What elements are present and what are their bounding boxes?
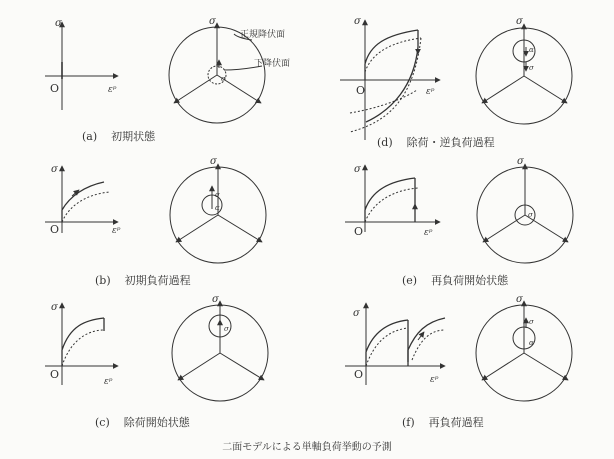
panel-f-backstress-symbol: α [529, 339, 534, 347]
panel-f-subloading-curve [366, 328, 408, 366]
panel-a-x-label: εᵖ [108, 85, 117, 95]
panel-d-x-label: εᵖ [426, 87, 435, 97]
panel-c-loading-curve [62, 318, 104, 366]
panel-d-caption-prefix: (d) [377, 136, 393, 149]
panel-b-stress-symbol: σ [215, 191, 220, 199]
panel-c-y-label: σ [51, 302, 58, 313]
panel-f-caption-text: 再負荷過程 [428, 416, 484, 429]
panel-d-caption [377, 134, 495, 150]
panel-c-origin-label: O [50, 368, 60, 381]
panel-a-axis1-label: σ [209, 16, 216, 27]
panel-f-origin-label: O [354, 368, 364, 381]
panel-a-caption [82, 128, 155, 144]
panel-b-caption [95, 272, 191, 288]
panel-f-y-label: σ [353, 308, 360, 319]
panel-c-axis1-label: σ [212, 294, 219, 305]
panel-e-subloading-curve [365, 188, 418, 222]
panel-f-stress-symbol: σ [529, 318, 534, 326]
panel-f-axis1-label: σ [516, 294, 523, 305]
panel-d-origin-label: O [356, 84, 366, 97]
panel-e-axis1-label: σ [517, 156, 524, 167]
panel-d-caption-text: 除荷・逆負荷過程 [406, 136, 495, 149]
panel-b-subloading-curve [62, 192, 110, 222]
panel-a-callout-subloading: 下降伏面 [254, 59, 291, 69]
panel-c-axis-3 [220, 353, 264, 380]
panel-a-y-label: σ [55, 18, 62, 29]
panel-c-axis-2 [178, 353, 220, 380]
panel-d-subloading-curve [365, 38, 421, 72]
panel-f-loading-curve [366, 320, 408, 366]
panel-c-x-label: εᵖ [104, 377, 113, 387]
panel-a-stress-symbol: σ [221, 75, 226, 83]
panel-f-yield-surface-diagram [476, 301, 572, 401]
panel-f-axis-2 [482, 353, 524, 380]
panel-b-axis-2 [176, 215, 218, 242]
panel-e-caption-prefix: (e) [402, 274, 418, 287]
panel-e-x-label: εᵖ [424, 228, 433, 238]
panel-e-origin-label: O [354, 225, 364, 238]
panel-f-x-label: εᵖ [430, 375, 439, 385]
panel-e-stress-strain-plot [345, 165, 440, 232]
panel-c-stress-symbol: σ [224, 325, 229, 333]
panel-c-subloading-curve [62, 330, 104, 366]
panel-d-axis-3 [524, 76, 567, 103]
panel-a-callout-normal: 正規降伏面 [240, 30, 286, 40]
panel-a-origin-label: O [50, 82, 60, 95]
panel-b-y-label: σ [51, 164, 58, 175]
panel-e-axis-3 [525, 215, 568, 242]
panel-e-caption [402, 272, 508, 288]
panel-b-axis1-label: σ [210, 156, 217, 167]
panel-b-caption-text: 初期負荷過程 [124, 274, 191, 287]
panel-e-axis-2 [483, 215, 525, 242]
panel-c-yield-surface-diagram [172, 301, 268, 401]
panel-f-caption-prefix: (f) [402, 416, 415, 429]
panel-a-stress-strain-plot [45, 22, 118, 110]
panel-d-backstress-symbol: α [529, 46, 534, 54]
panel-c-caption [95, 414, 190, 430]
panel-b-backstress-symbol: α [215, 204, 220, 212]
panel-d-stress-strain-plot [340, 20, 440, 140]
panel-a-axis-2 [174, 75, 217, 103]
panel-a-caption-prefix: (a) [82, 130, 98, 143]
panel-d-yield-surface-diagram [476, 24, 572, 124]
panel-b-caption-prefix: (b) [95, 274, 111, 287]
panel-b-origin-label: O [50, 223, 60, 236]
panel-c-caption-text: 除荷開始状態 [123, 416, 190, 429]
panel-e-loading-curve [365, 178, 415, 222]
panel-e-yield-surface-diagram [477, 164, 573, 263]
panel-e-y-label: σ [354, 164, 361, 175]
panel-f-caption [402, 414, 484, 430]
panel-e-caption-text: 再負荷開始状態 [431, 274, 509, 287]
panel-d-stress-symbol: σ [529, 64, 534, 72]
panel-d-axis-2 [482, 76, 524, 103]
panel-d-loading-curve [365, 30, 418, 80]
panel-b-yield-surface-diagram [170, 164, 266, 263]
panel-d-axis1-label: σ [516, 16, 523, 27]
panel-d-y-label: σ [354, 16, 361, 27]
panel-b-loading-curve [62, 182, 104, 222]
panel-b-x-label: εᵖ [112, 226, 121, 236]
panel-b-axis-3 [218, 215, 262, 242]
figure-title: 二面モデルによる単軸負荷挙動の予測 [222, 442, 392, 453]
panel-f-axis-3 [524, 353, 568, 380]
panel-a-caption-text: 初期状態 [111, 130, 156, 143]
panel-c-caption-prefix: (c) [95, 416, 110, 429]
panel-e-stress-symbol: σ [528, 211, 533, 219]
